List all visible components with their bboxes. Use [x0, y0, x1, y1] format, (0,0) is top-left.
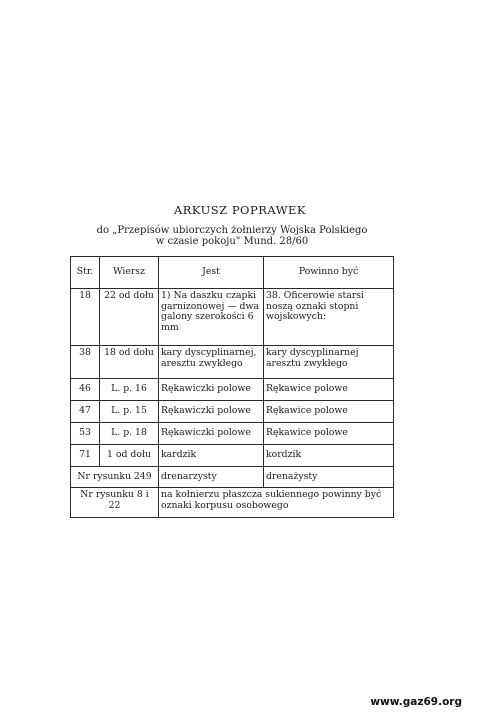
subtitle-line-1: do „Przepisów ubiorczych żołnierzy Wojska Polskiego — [96, 225, 368, 236]
cell-wiersz: 22 od dołu — [100, 289, 159, 346]
cell-powinno: kordzik — [264, 445, 394, 467]
cell-wiersz: L. p. 16 — [100, 379, 159, 401]
table-row — [71, 401, 394, 423]
cell-str: 47 — [71, 401, 100, 423]
cell-jest: 1) Na daszku czapki garnizonowej — dwa galony szerokości 6 mm — [159, 289, 264, 346]
errata-table — [70, 256, 394, 518]
cell-powinno: Rękawice polowe — [264, 379, 394, 401]
cell-wiersz: 18 od dołu — [100, 346, 159, 379]
header-powinno: Powinno być — [264, 257, 394, 289]
cell-wiersz: L. p. 18 — [100, 423, 159, 445]
document-title: ARKUSZ POPRAWEK — [173, 203, 307, 217]
cell-str: 53 — [71, 423, 100, 445]
header-str: Str. — [71, 257, 100, 289]
cell-powinno: Rękawice polowe — [264, 401, 394, 423]
cell-wiersz: L. p. 15 — [100, 401, 159, 423]
cell-jest: Rękawiczki polowe — [159, 423, 264, 445]
cell-jest: Rękawiczki polowe — [159, 379, 264, 401]
table-row — [71, 467, 394, 488]
table-row — [71, 379, 394, 401]
cell-powinno: drenażysty — [264, 467, 394, 488]
cell-drawing-ref: Nr rysunku 8 i 22 — [71, 488, 159, 518]
site-watermark: www.gaz69.org — [370, 696, 462, 708]
document-subtitle — [72, 225, 392, 247]
cell-jest: kary dyscyplinarnej, aresztu zwykłego — [159, 346, 264, 379]
header-wiersz: Wiersz — [100, 257, 159, 289]
cell-str: 46 — [71, 379, 100, 401]
table-row — [71, 346, 394, 379]
cell-powinno: kary dyscyplinarnej aresztu zwykłego — [264, 346, 394, 379]
cell-drawing-ref: Nr rysunku 249 — [71, 467, 159, 488]
table-header-row — [71, 257, 394, 289]
cell-jest: drenarzysty — [159, 467, 264, 488]
table-row — [71, 423, 394, 445]
table-row — [71, 488, 394, 518]
cell-powinno: 38. Oficerowie starsi noszą oznaki stopni wojskowych: — [264, 289, 394, 346]
header-jest: Jest — [159, 257, 264, 289]
cell-jest: Rękawiczki polowe — [159, 401, 264, 423]
subtitle-line-2: w czasie pokoju" Mund. 28/60 — [155, 236, 309, 247]
table-row — [71, 445, 394, 467]
cell-str: 71 — [71, 445, 100, 467]
cell-powinno: Rękawice polowe — [264, 423, 394, 445]
cell-wiersz: 1 od dołu — [100, 445, 159, 467]
cell-str: 18 — [71, 289, 100, 346]
cell-correction-text: na kołnierzu płaszcza sukiennego powinny być oznaki korpusu osobowego — [159, 488, 394, 518]
cell-jest: kardzik — [159, 445, 264, 467]
cell-str: 38 — [71, 346, 100, 379]
table-row — [71, 289, 394, 346]
